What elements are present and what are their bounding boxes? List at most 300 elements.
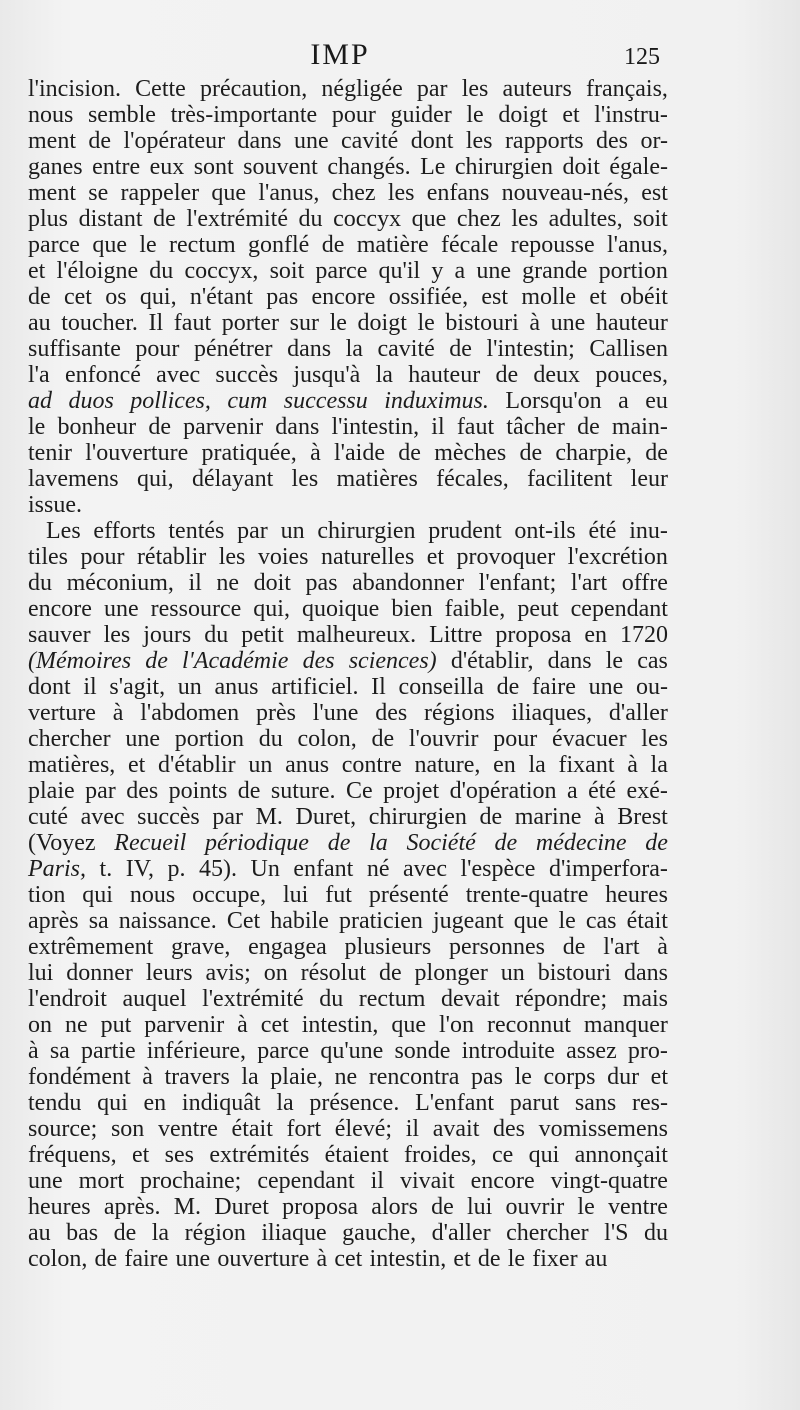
word: de [28,284,51,310]
word: vingt-quatre [550,1168,668,1194]
word: qui, [253,596,290,622]
word: de [479,804,503,830]
word: les [387,180,415,206]
word: d'établir [158,752,236,778]
word: t. [99,856,113,882]
page-body [28,76,668,1272]
word: du [319,986,344,1012]
word: coccyx, [184,258,259,284]
text-line [28,570,668,596]
word: jusqu'à [293,362,361,388]
word: les [641,726,668,752]
word: cet [63,284,92,310]
word: hauteur [595,310,668,336]
word: Paris, [28,856,87,882]
word: l'enfant; [478,570,557,596]
word: l'S [604,1220,629,1246]
word: alors [371,1194,418,1220]
text-line [28,492,668,518]
word: l'intestin, [331,414,420,440]
word: souvent [243,154,318,180]
word: ment [28,128,76,154]
word: doit [253,570,291,596]
word: lui [28,960,54,986]
word: porter [221,310,280,336]
word: très-importante [170,102,318,128]
word: assez [566,1038,617,1064]
word: guider [390,102,452,128]
word: a [567,778,578,804]
text-line [28,596,668,622]
word: en [584,622,607,648]
word: rectum [358,986,426,1012]
word: chirurgien [317,518,416,544]
word: repousse [510,232,595,258]
word: grave, [171,934,231,960]
word: par [237,518,268,544]
word: tiles [28,544,68,570]
word: a [618,388,629,414]
text-line [28,336,668,362]
word: chez [331,180,376,206]
word: la [528,752,546,778]
word: fréquens, [28,1142,117,1168]
word: marine [514,804,582,830]
word: lui [467,1194,493,1220]
word: a [454,258,466,284]
word: à [112,700,124,726]
word: fixant [558,752,615,778]
word: bien [391,596,433,622]
word: une [125,726,160,752]
word: suture. [270,778,336,804]
word: lui [283,882,309,908]
word: os [105,284,127,310]
word: enfant [293,856,354,882]
word: p. [167,856,186,882]
word: sa [88,908,109,934]
word: de [577,414,600,440]
word: bistouri [537,960,612,986]
word: matières [336,466,418,492]
word: fécales, [436,466,509,492]
text-line [28,856,668,882]
word: été [588,778,617,804]
word: cependant [257,1168,355,1194]
word: et [650,1064,668,1090]
word: nouveau-nés, [501,180,629,206]
word: l'anus, [607,232,668,258]
word: les [465,128,493,154]
word: semble [87,102,156,128]
word: matières, [28,752,116,778]
text-line [28,180,668,206]
word: la [241,1064,259,1090]
word: 1720 [619,622,668,648]
word: à [529,310,541,336]
word: français, [585,76,668,102]
word: à [310,440,321,466]
text-line [28,1246,668,1272]
word: il [83,674,97,700]
word: Brest [617,804,668,830]
word: le [558,908,576,934]
word: de [495,362,519,388]
word: heures [605,882,668,908]
word: parvenir [183,414,264,440]
word: mèches [434,440,507,466]
text-line [28,752,668,778]
word: présenté [368,882,449,908]
word: de [431,1194,454,1220]
word: de [145,648,168,674]
word: des [302,648,335,674]
text-line [28,518,668,544]
word: enfans [426,180,490,206]
text-line [28,648,668,674]
word: Duret, [295,804,357,830]
word: reconnut [486,1012,571,1038]
word: résolut [300,960,366,986]
word: d'imperfora- [548,856,668,882]
page-number: 125 [624,44,660,70]
word: M. [255,804,283,830]
text-line [28,1194,668,1220]
text-line [28,232,668,258]
word: au [28,310,51,336]
word: une [175,1246,211,1272]
word: rapports [504,128,584,154]
word: après [28,908,79,934]
word: ad [28,388,52,414]
word: le [605,648,624,674]
word: médecine [535,830,627,856]
text-line [28,466,668,492]
word: introduite [461,1038,555,1064]
word: sciences) [348,648,437,674]
word: enfoncé [64,362,141,388]
word: chirurgien [368,804,467,830]
paragraph-1 [28,76,668,518]
word: pas [266,284,299,310]
word: anus [285,752,330,778]
word: Un [250,856,280,882]
running-head: IMP [310,38,370,71]
word: successu [283,388,368,414]
word: il [370,1168,384,1194]
word: fut [325,882,352,908]
word: duos [68,388,114,414]
word: Les [46,518,81,544]
word: le [417,310,435,336]
word: on [28,1012,52,1038]
word: n'étant [189,284,253,310]
word: il [405,1116,420,1142]
word: à [142,1064,153,1090]
word: de [398,440,421,466]
word: l'ouvrir [408,726,479,752]
word: la [276,1090,294,1116]
word: est [641,180,668,206]
word: engagea [248,934,327,960]
word: un [248,752,273,778]
word: Lorsqu'on [505,388,602,414]
word: de [321,232,345,258]
word: l'instru- [594,102,668,128]
word: avis; [205,960,251,986]
word: pas [305,570,338,596]
word: périodique [204,830,309,856]
word: pas [470,1064,503,1090]
word: devait [440,986,500,1012]
word: avait [432,1116,480,1142]
word: ouvrir [505,1194,565,1220]
word: une [28,1168,63,1194]
word: Cet [226,908,261,934]
word: distant [78,206,143,232]
word: pro- [627,1038,668,1064]
word: était [626,908,668,934]
word: au [584,1246,608,1272]
word: l'éloigne [56,258,139,284]
word: élevé; [334,1116,393,1142]
word: leur [630,466,668,492]
word: de [378,960,402,986]
word: qui, [139,284,177,310]
word: Duret [214,1194,269,1220]
word: issue. [28,492,82,518]
word: régions [424,700,495,726]
word: dont [28,674,71,700]
word: projet [383,778,440,804]
word: tâcher [506,414,565,440]
word: après. [103,1194,161,1220]
word: pour [80,544,125,570]
word: l'intestin; [486,336,575,362]
word: du [149,258,174,284]
word: la [151,1220,170,1246]
word: avec [403,856,447,882]
word: res- [631,1090,668,1116]
word: que [391,1012,427,1038]
word: de [88,128,112,154]
word: doigt [498,102,548,128]
word: faire [531,674,576,700]
text-line [28,1168,668,1194]
word: que [211,180,247,206]
word: bistouri [445,310,519,336]
word: cas [637,648,668,674]
word: les [218,544,246,570]
word: mais [622,986,668,1012]
text-line [28,1116,668,1142]
word: de [477,1246,501,1272]
word: dans [275,414,320,440]
word: or- [640,128,668,154]
word: nous [28,102,74,128]
word: suffisante [28,336,121,362]
word: sonde [394,1038,451,1064]
word: vivait [399,1168,455,1194]
word: une [293,128,329,154]
word: le [577,1194,595,1220]
word: succès [215,362,279,388]
word: ont-ils [514,518,576,544]
word: à [657,934,668,960]
word: praticien [338,908,423,934]
word: cet [334,1246,363,1272]
word: chez [456,206,501,232]
word: le [514,1064,532,1090]
word: cas [585,908,617,934]
word: on [263,960,288,986]
word: succès [137,804,200,830]
word: l'excrétion [567,544,668,570]
word: son [110,1116,145,1142]
word: contre [341,752,402,778]
word: exé- [626,778,668,804]
word: se [88,180,109,206]
word: auteurs [502,76,572,102]
text-line [28,1064,668,1090]
text-line [28,206,668,232]
word: anus [214,674,259,700]
word: une [476,258,511,284]
word: efforts [93,518,156,544]
word: ne [216,570,240,596]
text-line [28,258,668,284]
word: charpie, [555,440,633,466]
word: par [212,804,243,830]
word: dans [547,648,592,674]
word: IV, [125,856,154,882]
word: ne [334,1064,358,1090]
word: s'agit, [109,674,166,700]
word: Il [371,674,386,700]
word: cum [227,388,268,414]
word: heures [28,1194,91,1220]
word: les [291,466,319,492]
word: l'aide [334,440,385,466]
word: verture [28,700,96,726]
word: à [316,1246,328,1272]
word: la [375,362,393,388]
word: de [148,414,171,440]
word: (Voyez [28,830,96,856]
word: faut [173,310,212,336]
word: négligée [321,76,403,102]
word: chirurgien [454,154,554,180]
word: Ce [346,778,373,804]
word: rétablir [136,544,207,570]
word: l'endroit [28,986,107,1012]
word: qu'il [378,258,421,284]
word: d'opération [449,778,557,804]
word: et [589,284,607,310]
text-line [28,1038,668,1064]
word: dur [607,1064,640,1090]
word: qui [82,882,113,908]
word: par [416,76,448,102]
word: adultes, [548,206,623,232]
word: entre [92,154,141,180]
word: Callisen [589,336,668,362]
word: que [411,206,447,232]
word: chercher [28,726,111,752]
word: occupe, [192,882,267,908]
word: tendu [28,1090,82,1116]
word: pénétrer [193,336,273,362]
word: et [28,258,46,284]
word: ses [164,1142,194,1168]
word: fondément [28,1064,131,1090]
word: été [588,518,617,544]
word: en [143,1090,167,1116]
word: de [519,440,543,466]
word: portion [174,726,245,752]
word: avec [80,804,125,830]
word: deux [533,362,581,388]
text-line [28,544,668,570]
word: 45). [198,856,237,882]
text-line [28,362,668,388]
word: le [329,310,347,336]
word: de [327,830,351,856]
word: inférieure, [146,1038,247,1064]
text-line [28,128,668,154]
word: plus [28,206,69,232]
word: iliaque [261,1220,327,1246]
word: et [453,1246,471,1272]
word: mort [78,1168,124,1194]
word: du [298,206,323,232]
word: inu- [629,518,668,544]
word: naturelles [320,544,415,570]
word: du [643,1220,668,1246]
word: main- [611,414,668,440]
word: de [449,336,472,362]
word: intestin, [301,1012,379,1038]
word: toucher. [61,310,138,336]
word: grande [522,258,588,284]
word: à [593,804,605,830]
text-line [28,284,668,310]
word: iliaques, [511,700,593,726]
text-line [28,830,668,856]
word: corps [543,1064,596,1090]
word: artificiel. [271,674,359,700]
word: jugeant [433,908,504,934]
word: trente-quatre [465,882,589,908]
word: dans [237,128,282,154]
text-line [28,674,668,700]
word: Cette [135,76,186,102]
word: petit [241,622,284,648]
word: jours [143,622,192,648]
text-line [28,882,668,908]
word: faut [456,414,495,440]
word: ouverture [217,1246,310,1272]
word: à [237,1012,248,1038]
word: froides, [403,1142,477,1168]
word: points [168,778,228,804]
text-line [28,1012,668,1038]
word: rappeler [120,180,200,206]
word: encore [470,1168,535,1194]
word: extrêmement [28,934,154,960]
word: il [188,570,202,596]
word: sans [574,1090,617,1116]
